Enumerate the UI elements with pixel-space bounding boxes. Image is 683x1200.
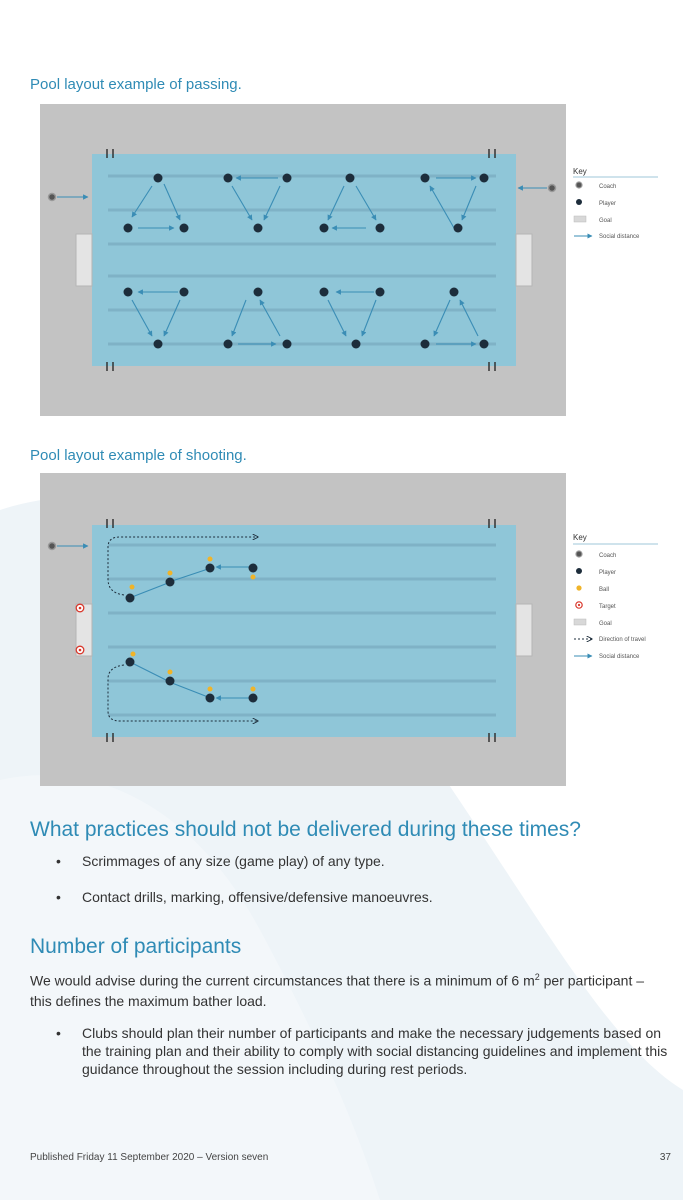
passing-key-player: Player (599, 201, 617, 207)
practices-heading: What practices should not be delivered during these times? (30, 818, 581, 841)
shooting-key-ball: Ball (599, 587, 610, 593)
goal-icon (574, 216, 586, 222)
coach-icon (576, 182, 582, 188)
shooting-key-title: Key (573, 533, 587, 542)
passing-caption: Pool layout example of passing. (30, 76, 242, 93)
shooting-pool-diagram (40, 473, 646, 786)
list-item: • Scrimmages of any size (game play) of any type. (30, 852, 670, 870)
player-icon (576, 199, 582, 205)
shooting-caption: Pool layout example of shooting. (30, 447, 247, 464)
list-item: • Contact drills, marking, offensive/defensive manoeuvres. (30, 888, 670, 906)
passing-key-title: Key (573, 167, 587, 176)
shooting-key-coach: Coach (599, 553, 617, 559)
target-icon (576, 602, 582, 608)
shooting-key-target: Target (599, 604, 616, 610)
footer-published: Published Friday 11 September 2020 – Version seven (30, 1152, 269, 1163)
shooting-key-player: Player (599, 570, 617, 576)
passing-key (573, 167, 658, 240)
target-icon (76, 604, 84, 612)
ball-icon (576, 585, 581, 590)
practices-list (30, 852, 670, 906)
shooting-key-goal: Goal (599, 621, 612, 627)
goal-right (516, 604, 532, 656)
pool-water (92, 525, 516, 737)
participants-paragraph (30, 967, 660, 1011)
target-icon (76, 646, 84, 654)
goal-right (516, 234, 532, 286)
paragraph-text: We would advise during the current circumstances that there is a minimum of 6 m (30, 972, 535, 989)
coach-icon (576, 551, 582, 557)
pool-water (92, 154, 516, 366)
passing-key-coach: Coach (599, 184, 617, 190)
shooting-key-direction: Direction of travel (599, 637, 646, 643)
goal-left (76, 234, 92, 286)
goal-icon (574, 619, 586, 625)
player-icon (576, 568, 582, 574)
passing-key-goal: Goal (599, 218, 612, 224)
participants-heading: Number of participants (30, 935, 242, 958)
page-number: 37 (659, 1152, 671, 1163)
participants-list (30, 1024, 670, 1078)
paragraph-text: per participant – this defines the maximum bather load. (30, 972, 645, 1009)
passing-pool-diagram (40, 104, 640, 416)
shooting-key-social: Social distance (599, 654, 640, 660)
superscript: 2 (534, 972, 540, 982)
shooting-key (573, 533, 658, 660)
list-item: • Clubs should plan their number of participants and make the necessary judgements based on the training plan and their ability to comply with social distancing guidelines and implement this guidance throughout the session including during rest periods. (30, 1024, 670, 1078)
passing-key-social: Social distance (599, 234, 640, 240)
